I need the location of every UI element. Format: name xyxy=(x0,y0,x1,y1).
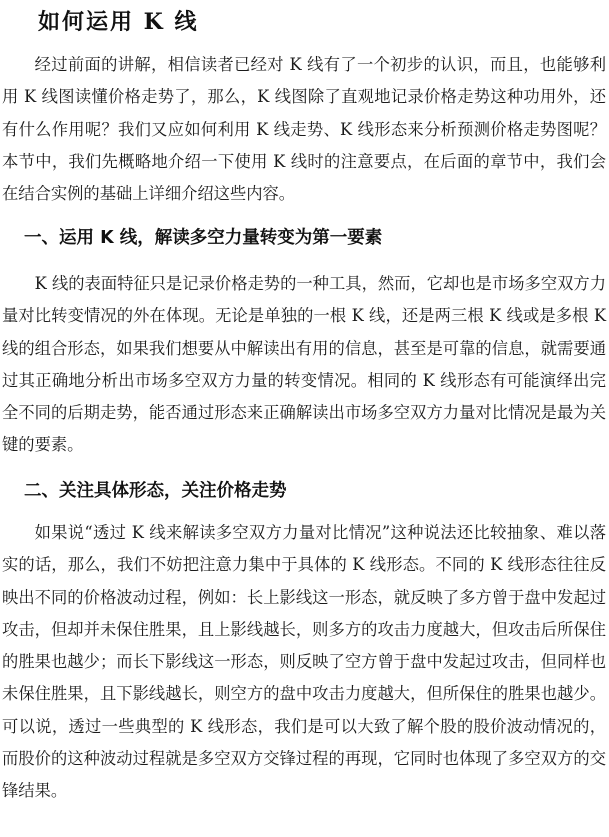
intro-paragraph: 经过前面的讲解，相信读者已经对 K 线有了一个初步的认识，而且，也能够利用 K 线图读懂价格走势了，那么，K 线图除了直观地记录价格走势这种功用外，还有什么作用呢？我们又应如何利用 K 线走势、K 线形态来分析预测价格走势图呢？本节中，我们先概略地介绍一下使用 K 线时的注意要点，在后面的章节中，我们会在结合实例的基础上详细介绍这些内容。 xyxy=(2,55,606,204)
section-1-paragraph: K 线的表面特征只是记录价格走势的一种工具，然而，它却也是市场多空双方力量对比转变情况的外在体现。无论是单独的一根 K 线，还是两三根 K 线或是多根 K 线的组合形态，如果我们想要从中解读出有用的信息，甚至是可靠的信息，就需要通过其正确地分析出市场多空双方力量的转变情况。相同的 K 线形态有可能演绎出完全不同的后期走势，能否通过形态来正确解读出市场多空双方力量对比情况是最为关键的要素。 xyxy=(2,274,606,455)
section-2-paragraph: 如果说“透过 K 线来解读多空双方力量对比情况”这种说法还比较抽象、难以落实的话，那么，我们不妨把注意力集中于具体的 K 线形态。不同的 K 线形态往往反映出不同的价格波动过程，例如：长上影线这一形态，就反映了多方曾于盘中发起过攻击，但却并未保住胜果，且上影线越长，则多方的攻击力度越大，但攻击后所保住的胜果也越少；而长下影线这一形态，则反映了空方曾于盘中发起过攻击，但同样也未保住胜果，且下影线越长，则空方的盘中攻击力度越大，但所保住的胜果也越少。可以说，透过一些典型的 K 线形态，我们是可以大致了解个股的股价波动情况的，而股价的这种波动过程就是多空双方交锋过程的再现，它同时也体现了多空双方的交锋结果。 xyxy=(2,523,606,801)
page-title: 如何运用 K 线 xyxy=(38,9,199,35)
section-1-heading: 一、运用 K 线，解读多空力量转变为第一要素 xyxy=(24,228,383,248)
section-2-heading: 二、关注具体形态，关注价格走势 xyxy=(24,481,287,501)
